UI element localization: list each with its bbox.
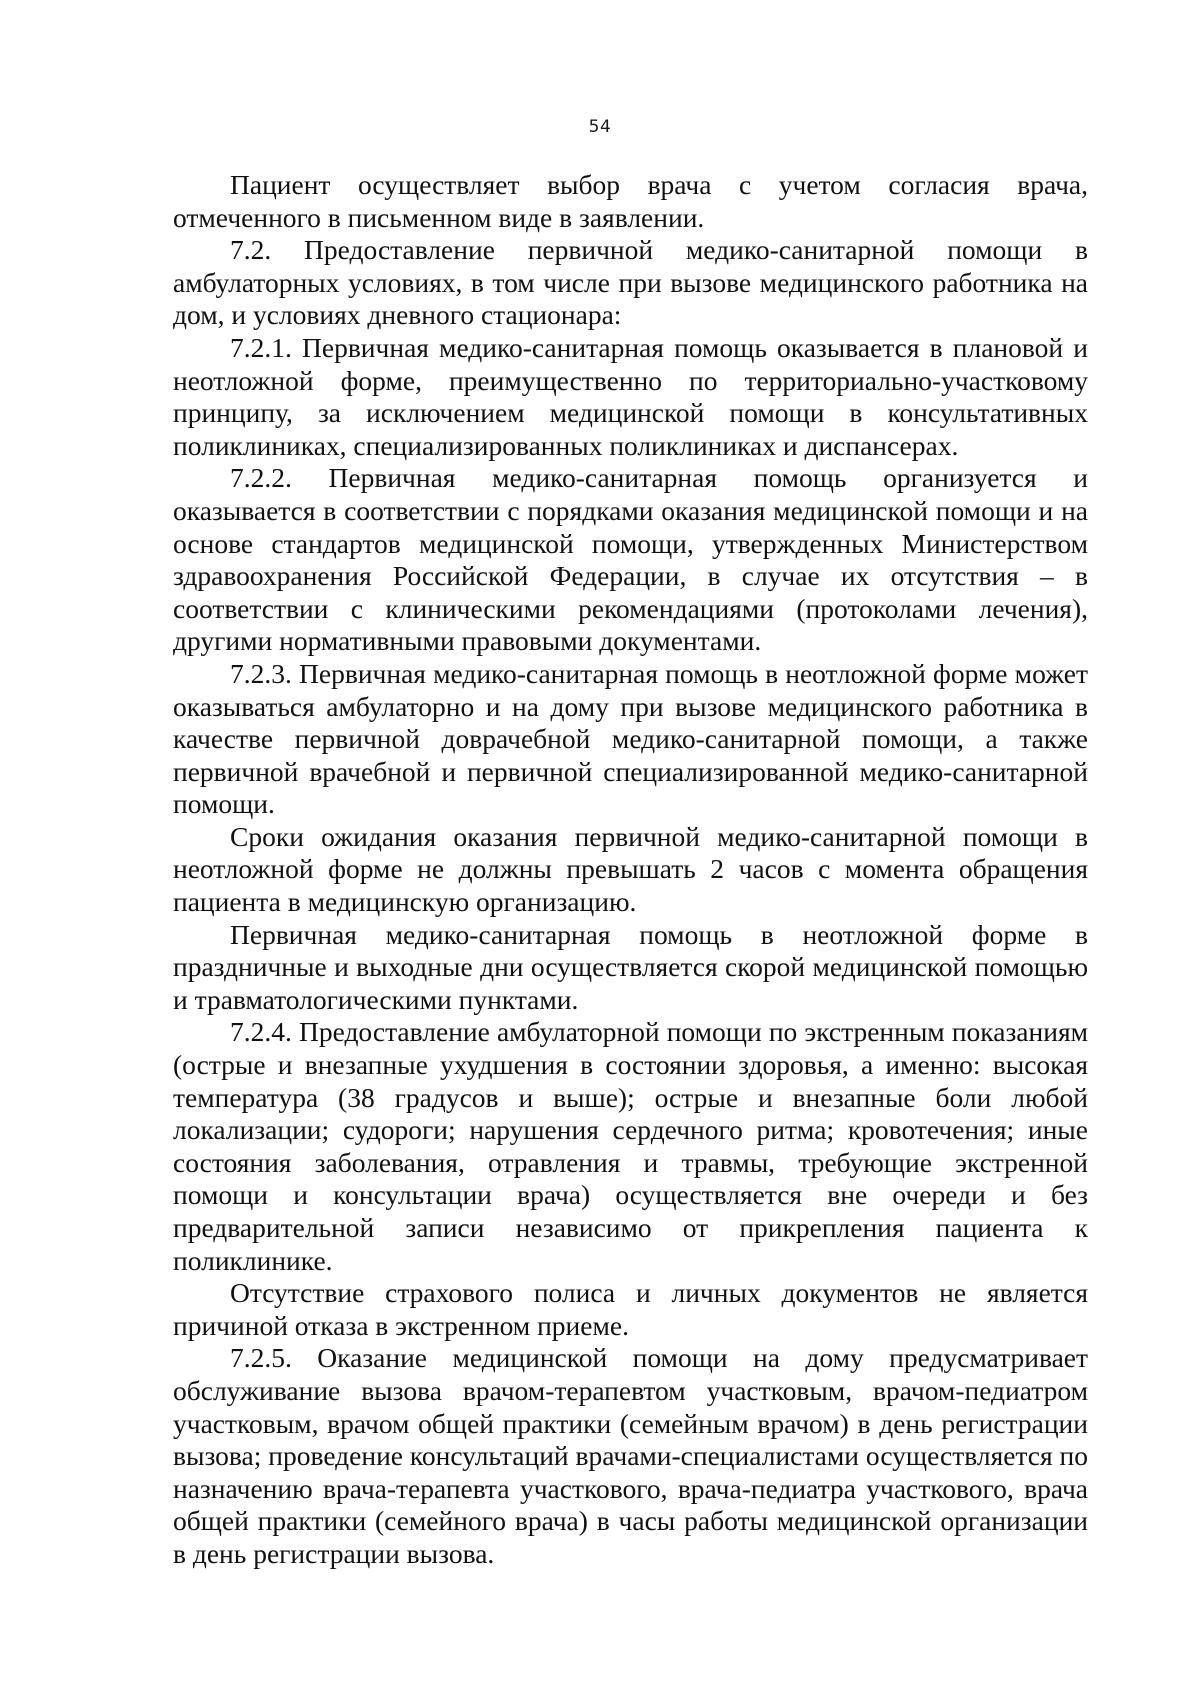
paragraph-waiting-times: Сроки ожидания оказания первичной медико-санитарной помощи в неотложной форме не должны превышать 2 часов с момента обращения пациента в медицинскую организацию. [173,820,1088,918]
paragraph-7-2-2: 7.2.2. Первичная медико-санитарная помощь организуется и оказывается в соответствии с порядками оказания медицинской помощи и на основе стандартов медицинской помощи, утвержденных Министерством здравоохранения Российской Федерации, в случае их отсутствия – в соответствии с клиническими рекомендациями (протоколами лечения), другими нормативными правовыми документами. [173,462,1088,657]
paragraph-holiday-care: Первичная медико-санитарная помощь в неотложной форме в праздничные и выходные дни осуществляется скорой медицинской помощью и травматологическими пунктами. [173,918,1088,1015]
paragraph-7-2-1: 7.2.1. Первичная медико-санитарная помощь оказывается в плановой и неотложной форме, преимущественно по территориально-участковому принципу, за исключением медицинской помощи в консультативных поликлиниках, специализированных поликлиниках и диспансерах. [173,331,1088,461]
document-body [173,169,1088,1571]
paragraph-7-2-3: 7.2.3. Первичная медико-санитарная помощь в неотложной форме может оказываться амбулаторно и на дому при вызове медицинского работника в качестве первичной доврачебной медико-санитарной помощи, а также первичной врачебной и первичной специализированной медико-санитарной помощи. [173,657,1088,820]
paragraph-7-2: 7.2. Предоставление первичной медико-санитарной помощи в амбулаторных условиях, в том числе при вызове медицинского работника на дом, и условиях дневного стационара: [173,234,1088,331]
paragraph-patient-choice: Пациент осуществляет выбор врача с учетом согласия врача, отмеченного в письменном виде в заявлении. [173,169,1088,233]
paragraph-7-2-5: 7.2.5. Оказание медицинской помощи на дому предусматривает обслуживание вызова врачом-терапевтом участковым, врачом-педиатром участковым, врачом общей практики (семейным врачом) в день регистрации вызова; проведение консультаций врачами-специалистами осуществляется по назначению врача-терапевта участкового, врача-педиатра участкового, врача общей практики (семейного врача) в часы работы медицинской организации в день регистрации вызова. [173,1342,1088,1569]
paragraph-no-insurance: Отсутствие страхового полиса и личных документов не является причиной отказа в экстренном приеме. [173,1277,1088,1341]
paragraph-7-2-4: 7.2.4. Предоставление амбулаторной помощи по экстренным показаниям (острые и внезапные ухудшения в состоянии здоровья, а именно: высокая температура (38 градусов и выше); острые и внезапные боли любой локализации; судороги; нарушения сердечного ритма; кровотечения; иные состояния заболевания, отравления и травмы, требующие экстренной помощи и консультации врача) осуществляется вне очереди и без предварительной записи независимо от прикрепления пациента к поликлинике. [173,1016,1088,1276]
page-number: 54 [588,117,612,137]
